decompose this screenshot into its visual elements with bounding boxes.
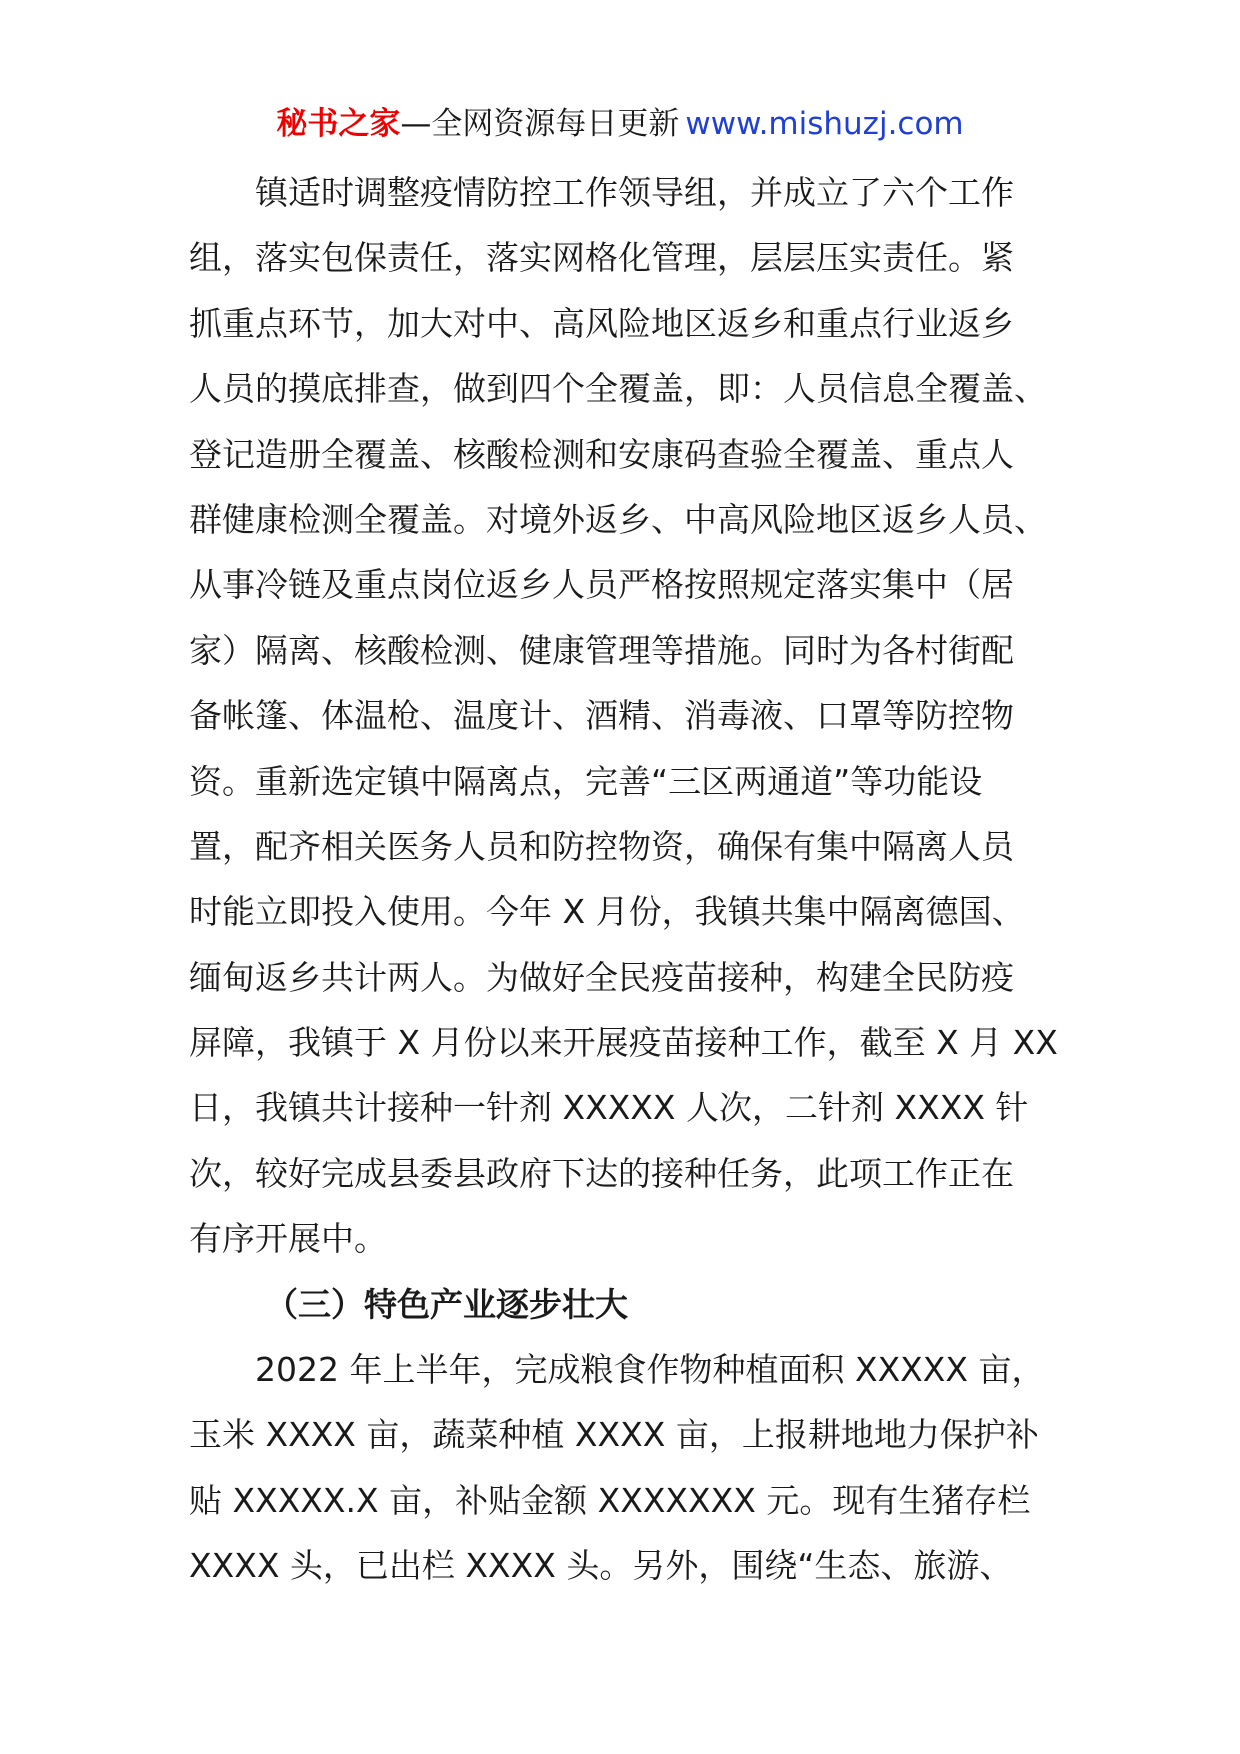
paragraph-line: 抓重点环节，加大对中、高风险地区返乡和重点行业返乡 xyxy=(189,303,1014,343)
paragraph-line: 时能立即投入使用。今年 X 月份，我镇共集中隔离德国、 xyxy=(189,892,1025,932)
paragraph-line: 备帐篷、体温枪、温度计、酒精、消毒液、口罩等防控物 xyxy=(189,696,1014,736)
paragraph-line: 组，落实包保责任，落实网格化管理，层层压实责任。紧 xyxy=(189,238,1014,278)
section-heading: （三）特色产业逐步壮大 xyxy=(265,1284,628,1324)
paragraph-line: 从事冷链及重点岗位返乡人员严格按照规定落实集中（居 xyxy=(189,565,1014,605)
brand-name: 秘书之家 xyxy=(276,106,401,142)
paragraph-line: 群健康检测全覆盖。对境外返乡、中高风险地区返乡人员、 xyxy=(189,499,1047,539)
paragraph-line: XXXX 头，已出栏 XXXX 头。另外，围绕“生态、旅游、 xyxy=(189,1546,1013,1586)
site-header xyxy=(0,102,1240,146)
paragraph-line: 镇适时调整疫情防控工作领导组，并成立了六个工作 xyxy=(255,173,1014,212)
paragraph-line: 有序开展中。 xyxy=(189,1219,387,1259)
document-body xyxy=(189,160,1059,1599)
paragraph-line: 贴 XXXXX.X 亩，补贴金额 XXXXXXX 元。现有生猪存栏 xyxy=(189,1480,1031,1520)
paragraph-line: 置，配齐相关医务人员和防控物资，确保有集中隔离人员 xyxy=(189,826,1014,866)
paragraph-line: 人员的摸底排查，做到四个全覆盖，即：人员信息全覆盖、 xyxy=(189,369,1047,409)
paragraph-line: 玉米 XXXX 亩，蔬菜种植 XXXX 亩，上报耕地地力保护补 xyxy=(189,1415,1039,1455)
paragraph-line: 次，较好完成县委县政府下达的接种任务，此项工作正在 xyxy=(189,1153,1014,1193)
paragraph-line: 2022 年上半年，完成粮食作物种植面积 XXXXX 亩， xyxy=(255,1350,1045,1390)
site-url-link[interactable]: www.mishuzj.com xyxy=(685,106,964,142)
paragraph-line: 家）隔离、核酸检测、健康管理等措施。同时为各村街配 xyxy=(189,630,1014,670)
paragraph-line: 资。重新选定镇中隔离点，完善“三区两通道”等功能设 xyxy=(189,761,983,801)
header-tagline: —全网资源每日更新 xyxy=(400,106,680,142)
paragraph-line: 屏障，我镇于 X 月份以来开展疫苗接种工作，截至 X 月 XX xyxy=(189,1023,1058,1063)
paragraph-line: 日，我镇共计接种一针剂 XXXXX 人次，二针剂 XXXX 针 xyxy=(189,1088,1029,1128)
paragraph-line: 缅甸返乡共计两人。为做好全民疫苗接种，构建全民防疫 xyxy=(189,957,1014,997)
paragraph-line: 登记造册全覆盖、核酸检测和安康码查验全覆盖、重点人 xyxy=(189,434,1014,474)
